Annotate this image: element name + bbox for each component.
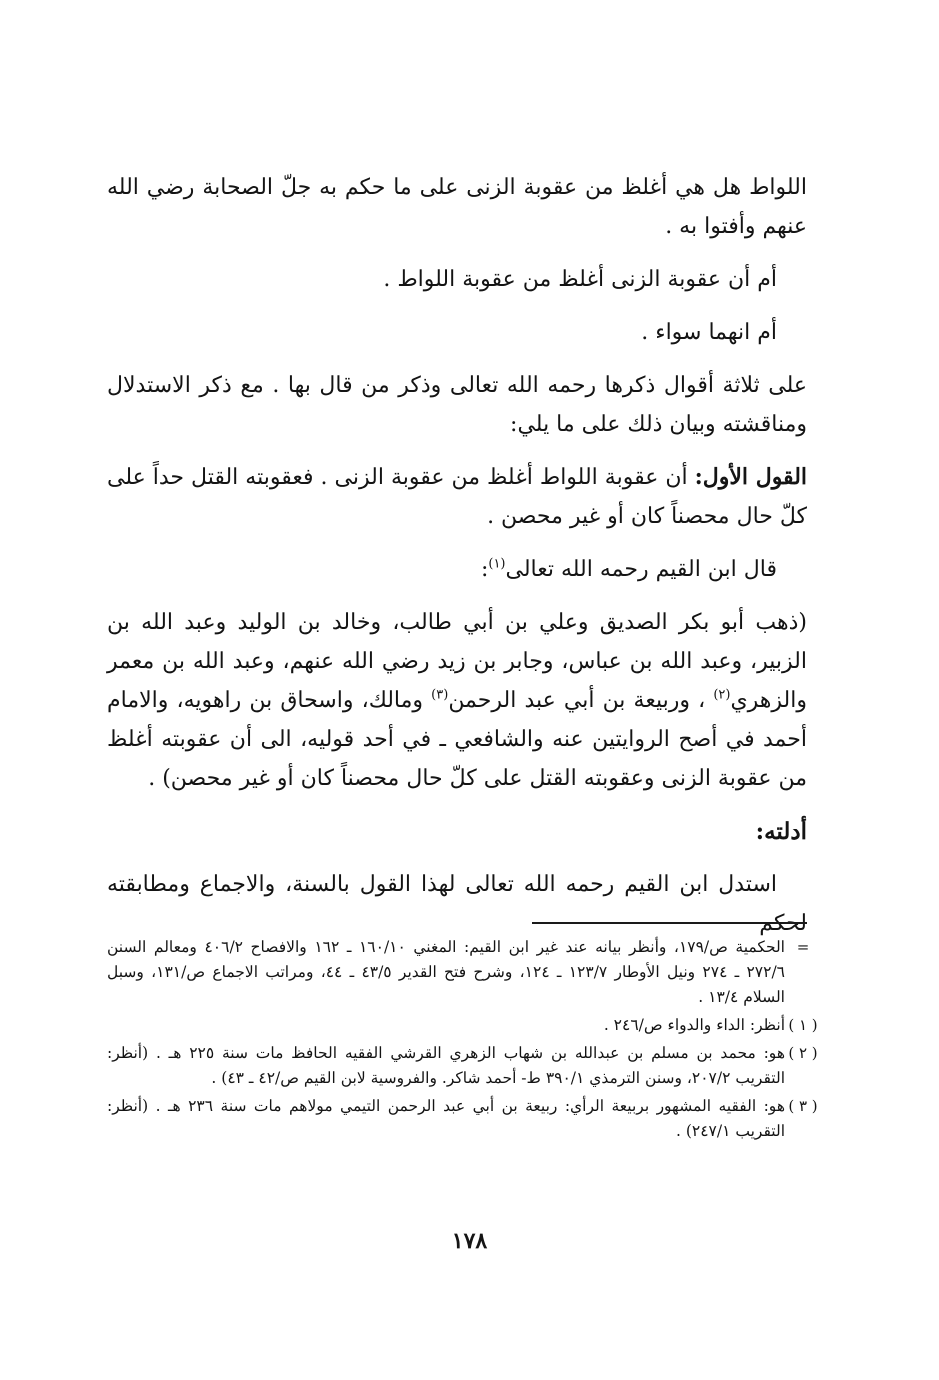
quote-intro: قال ابن القيم رحمه الله تعالى <box>505 557 777 582</box>
paragraph-7 <box>107 603 807 798</box>
paragraph-6 <box>107 550 807 589</box>
quote-part-c: ومالك، واسحاق بن راهويه، والامام أحمد في أصح الروايتين عنه والشافعي ـ في أحد قوليه، الى أن عقوبته أغلظ من عقوبة الزنى وعقوبته القتل على كلّ حال محصناً كان أو غير محصن) . <box>107 688 807 791</box>
footnote-text: هو: محمد بن مسلم بن عبدالله بن شهاب الزهري القرشي الفقيه الحافظ مات سنة ٢٢٥ هـ . (أنظر: التقريب ٢٠٧/٢، وسنن الترمذي ٣٩٠/١ ط- أحمد شاكر. والفروسية لابن القيم ص/٤٢ ـ ٤٣) . <box>107 1044 785 1087</box>
first-opinion-text: أن عقوبة اللواط أغلظ من عقوبة الزنى . فعقوبته القتل حداً على كلّ حال محصناً كان أو غير محصن . <box>107 465 807 529</box>
footnote-text: هو: الفقيه المشهور بربيعة الرأي: ربيعة بن أبي عبد الرحمن التيمي مولاهم مات سنة ٢٣٦ هـ . (أنظر: التقريب ٢٤٧/١) . <box>107 1097 785 1140</box>
footnote-3 <box>107 1094 821 1144</box>
paragraph-2: أم أن عقوبة الزنى أغلظ من عقوبة اللواط . <box>383 267 777 292</box>
footnote-mark: ( ٣ ) <box>788 1097 818 1115</box>
paragraph-1: اللواط هل هي أغلظ من عقوبة الزنى على ما حكم به جلّ الصحابة رضي الله عنهم وأفتوا به . <box>107 175 807 239</box>
paragraph-4: على ثلاثة أقوال ذكرها رحمه الله تعالى وذكر من قال بها . مع ذكر الاستدلال ومناقشته وبيان ذلك على ما يلي: <box>107 373 807 437</box>
evidence-heading: أدلته: <box>755 818 807 845</box>
paragraph-3: أم انهما سواء . <box>641 320 777 345</box>
quote-part-b: ، وربيعة بن أبي عبد الرحمن <box>448 688 714 713</box>
footnote-mark: = <box>796 938 810 956</box>
footnote-mark: ( ١ ) <box>788 1016 818 1034</box>
first-opinion-label: القول الأول: <box>694 464 808 490</box>
quote-part-a: (ذهب أبو بكر الصديق وعلي بن أبي طالب، وخالد بن الوليد وعبد الله بن الزبير، وعبد الله بن عباس، وجابر بن زيد رضي الله عنهم، وعبد الله بن معمر والزهري <box>107 610 807 713</box>
footnote-continued <box>107 935 821 1010</box>
main-text <box>107 168 807 957</box>
footnote-1 <box>107 1013 821 1038</box>
footnote-text: أنظر: الداء والدواء ص/٢٤٦ . <box>603 1016 785 1034</box>
footnote-2 <box>107 1041 821 1091</box>
paragraph-5 <box>107 458 807 536</box>
footnote-divider <box>532 922 807 924</box>
footnote-text: الحكمية ص/١٧٩، وأنظر بيانه عند غير ابن القيم: المغني ١٦٠/١٠ ـ ١٦٢ والافصاح ٤٠٦/٢ ومعالم السنن ٢٧٢/٦ ـ ٢٧٤ ونيل الأوطار ١٢٣/٧ ـ ١٢٤، وشرح فتح القدير ٤٣/٥ ـ ٤٤، ومراتب الاجماع ص/١٣١، وسبل السلام ١٣/٤ . <box>107 938 785 1006</box>
footnote-mark: ( ٢ ) <box>788 1044 818 1062</box>
footnotes <box>107 935 821 1147</box>
paragraph-8: استدل ابن القيم رحمه الله تعالى لهذا القول بالسنة، والاجماع ومطابقته لحكم <box>107 872 807 936</box>
footnote-ref-3: (٣) <box>431 687 449 703</box>
page-number: ١٧٨ <box>451 1228 488 1254</box>
footnote-ref-2: (٢) <box>713 687 731 703</box>
quote-intro-colon: : <box>480 557 489 582</box>
footnote-ref-1: (١) <box>488 556 506 572</box>
